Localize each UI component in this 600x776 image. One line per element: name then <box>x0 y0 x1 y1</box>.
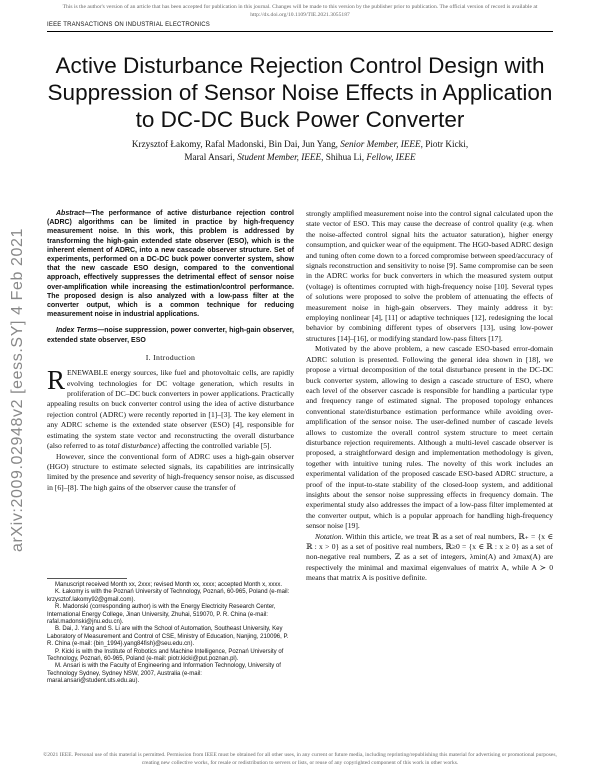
section-heading: I. Introduction <box>145 352 196 362</box>
paragraph-text: ENEWABLE energy sources, like fuel and photovoltaic cells, are rapidly evolving technologies for DC voltage generation, which results in proliferation of DC–DC buck converters in power applications. Practically appealing results on buck converter control using the idea of active disturbance rejection control (ADRC) were recently reported in [1]–[3]. The key element in any ADRC scheme is the extended state observer (ESO) [4], responsible for estimating the system state vector and reconstructing the overall disturbance (also referred to as <box>47 368 294 451</box>
right-column <box>306 209 553 584</box>
copyright-notice: ©2021 IEEE. Personal use of this material is permitted. Permission from IEEE must be obtained for all other uses, in any current or future media, including reprinting/republishing this material for advertising or promotional purposes, creating new collective works, for resale or redistribution to servers or lists, or reuse of any copyrighted component of this work in other works. <box>43 752 557 766</box>
abstract <box>47 209 294 319</box>
paper-title: Active Disturbance Rejection Control Design with Suppression of Sensor Noise Effects in Application to DC-DC Buck Power Converter <box>47 53 553 132</box>
notation-label: Notation. <box>315 531 344 541</box>
footnote: Manuscript received Month xx, 2xxx; revised Month xx, xxxx; accepted Month x, xxxx. <box>55 582 283 588</box>
authors-text: Maral Ansari, <box>184 152 238 162</box>
emphasis-text: total disturbance <box>105 441 158 451</box>
authors-text: , Shihua Li, <box>321 152 367 162</box>
body-paragraph: strongly amplified measurement noise into the control signal calculated upon the state vector of ESO. This may cause the decrease of control quality (e.g. when the noise-affected control signal hits the actuator saturation), higher energy consumption, and quicker wear of the equipment. The HGO-based ADRC design and tuning often come down to a forced compromise between speed/accuracy of signals reconstruction and sensitivity to noise [9]. Same compromise can be seen in the ADRC works for buck converters in which the measured system output (voltage) is oftentimes corrupted with high-frequency noise [10]. Several types of solutions were proposed to solve the problem of attenuating the effects of measurement noise in high-gain observers. They mainly address it by: employing nonlinear [4], [11] or adaptive techniques [12], redesigning the local behavior by combining different types of observers [13], using low-power structures [14]–[16], or modifying standard low-pass filters [17]. <box>306 209 553 343</box>
left-column <box>47 209 294 493</box>
footnotes <box>47 582 294 686</box>
authors-text: Krzysztof Łakomy, Rafal Madonski, Bin Dai, Jun Yang, <box>131 139 341 149</box>
author-line-1 <box>60 138 540 151</box>
author-role: Senior Member, IEEE <box>340 139 421 149</box>
footnote: M. Ansari is with the Faculty of Engineering and Information Technology, University of Technology Sydney, Sydney NSW, 2007, Australia (e-mail: maral.ansari@student.uts.edu.au). <box>47 663 281 685</box>
drop-cap: R <box>47 365 66 396</box>
body-paragraph: Motivated by the above problem, a new cascade ESO-based error-domain ADRC solution is presented. Following the general idea shown in [18], we propose a virtual decomposition of the total disturbance present in the DC-DC buck converter system, allowing to design a cascade structure of ESO, where each level of the observer cascade is responsible for handling a particular type and frequency range of estimated signal. The proposed topology enhances conventional state/disturbance estimation performance while avoiding over-amplification of the sensor noise. The user-defined number of cascade levels allows to customize the overall control system structure to meet certain disturbance rejection requirements. Although a multi-level cascade observer is proposed, a straightforward design and implementation methodology is given, together with intuitive tuning rules. The novelty of this work includes an experimental validation of the proposed cascade ESO-based ADRC structure, a proof of the input-to-state stability of the closed-loop system, and additional insights about the sensor noise suppressing effects in frequency domain. The experimental study also addresses the impact of a low-pass filter implemented at the converter output, which is a popular approach for handling high-frequency sensor noise [19]. <box>306 344 553 531</box>
author-line-2 <box>60 151 540 164</box>
header-rule <box>47 31 553 32</box>
author-list <box>60 138 540 164</box>
index-terms-label: Index Terms <box>56 327 98 335</box>
intro-paragraph-2: However, since the conventional form of ADRC uses a high-gain observer (HGO) structure to estimate selected signals, its capabilities are intrinsically limited by the presence and severity of high-frequency sensor noise, as discussed in [6]–[8]. The high gains of the observer cause the transfer of <box>47 451 294 492</box>
index-terms <box>47 326 294 344</box>
notation-paragraph <box>306 532 553 584</box>
author-role: Student Member, IEEE <box>237 152 322 162</box>
arxiv-stamp <box>3 200 33 580</box>
authors-text: , Piotr Kicki, <box>420 139 469 149</box>
footnote: P. Kicki is with the Institute of Robotics and Machine Intelligence, Poznań University of Technology, Poznań, 60-965, Poland (e-mail: piotr.kicki@put.poznan.pl). <box>47 648 284 663</box>
footnote: K. Łakomy is with the Poznań University of Technology, Poznań, 60-965, Poland (e-mail: krzysztof.lakomy92@gmail.com). <box>47 589 290 603</box>
footnote: R. Madonski (corresponding author) is with the Energy Electricity Research Center, International Energy College, Jinan University, Zhuhai, 519070, P. R. China (e-mail: rafal.madonski@jnu.edu.cn). <box>47 604 276 626</box>
abstract-text: —The performance of active disturbance rejection control (ADRC) algorithms can be limited in practice by high-frequency measurement noise. In this work, this problem is addressed by transforming the high-gain extended state observer (ESO), which is the inherent element of ADRC, into a new cascade observer structure. Set of experiments, performed on a DC-DC buck power converter system, show that the new cascade ESO design, compared to the conventional approach, effectively suppresses the detrimental effect of sensor noise over-amplification while increasing the estimation/control performance. The proposed design is also analyzed with a low-pass filter at the converter output, which is a common technique for reducing measurement noise in industrial applications. <box>47 210 294 319</box>
footnote: B. Dai, J. Yang and S. Li are with the School of Automation, Southeast University, Key Laboratory of Measurement and Control of CSE, Ministry of Education, Nanjing, 210096, P. R. China (e-mail: {bin_1994}.yang84fish}@seu.edu.cn). <box>47 626 289 648</box>
notation-text: Within this article, we treat ℝ as a set of real numbers, ℝ₊ = {x ∈ ℝ : x > 0} as a set of positive real numbers, ℝ≥0 = {x ∈ ℝ : x ≥ 0} as a set of non-negative real numbers, ℤ as a set of integers, λmin(A) and λmax(A) are respectively the minimal and maximal eigenvalues of matrix A, while A ≻ 0 means that matrix A is positive definite. <box>306 531 553 583</box>
abstract-label: Abstract <box>56 210 85 217</box>
footnote-separator <box>47 578 127 579</box>
index-terms-text: —noise suppression, power converter, high-gain observer, extended state observer, ESO <box>47 327 294 344</box>
author-role: Fellow, IEEE <box>366 152 416 162</box>
journal-name: IEEE TRANSACTIONS ON INDUSTRIAL ELECTRONICS <box>47 22 210 28</box>
paragraph-text: ) affecting the controlled variable [5]. <box>157 441 272 451</box>
intro-paragraph-1 <box>47 365 294 451</box>
arxiv-stamp-text: arXiv:2009.02948v2 [eess.SY] 4 Feb 2021 <box>9 227 26 553</box>
publisher-note: This is the author's version of an article that has been accepted for publication in this journal. Changes will be made to this version by the publisher prior to publication. The official version of record is available at http://dx.doi.org/10.1109/TIE.2021.3055187 <box>62 4 538 18</box>
